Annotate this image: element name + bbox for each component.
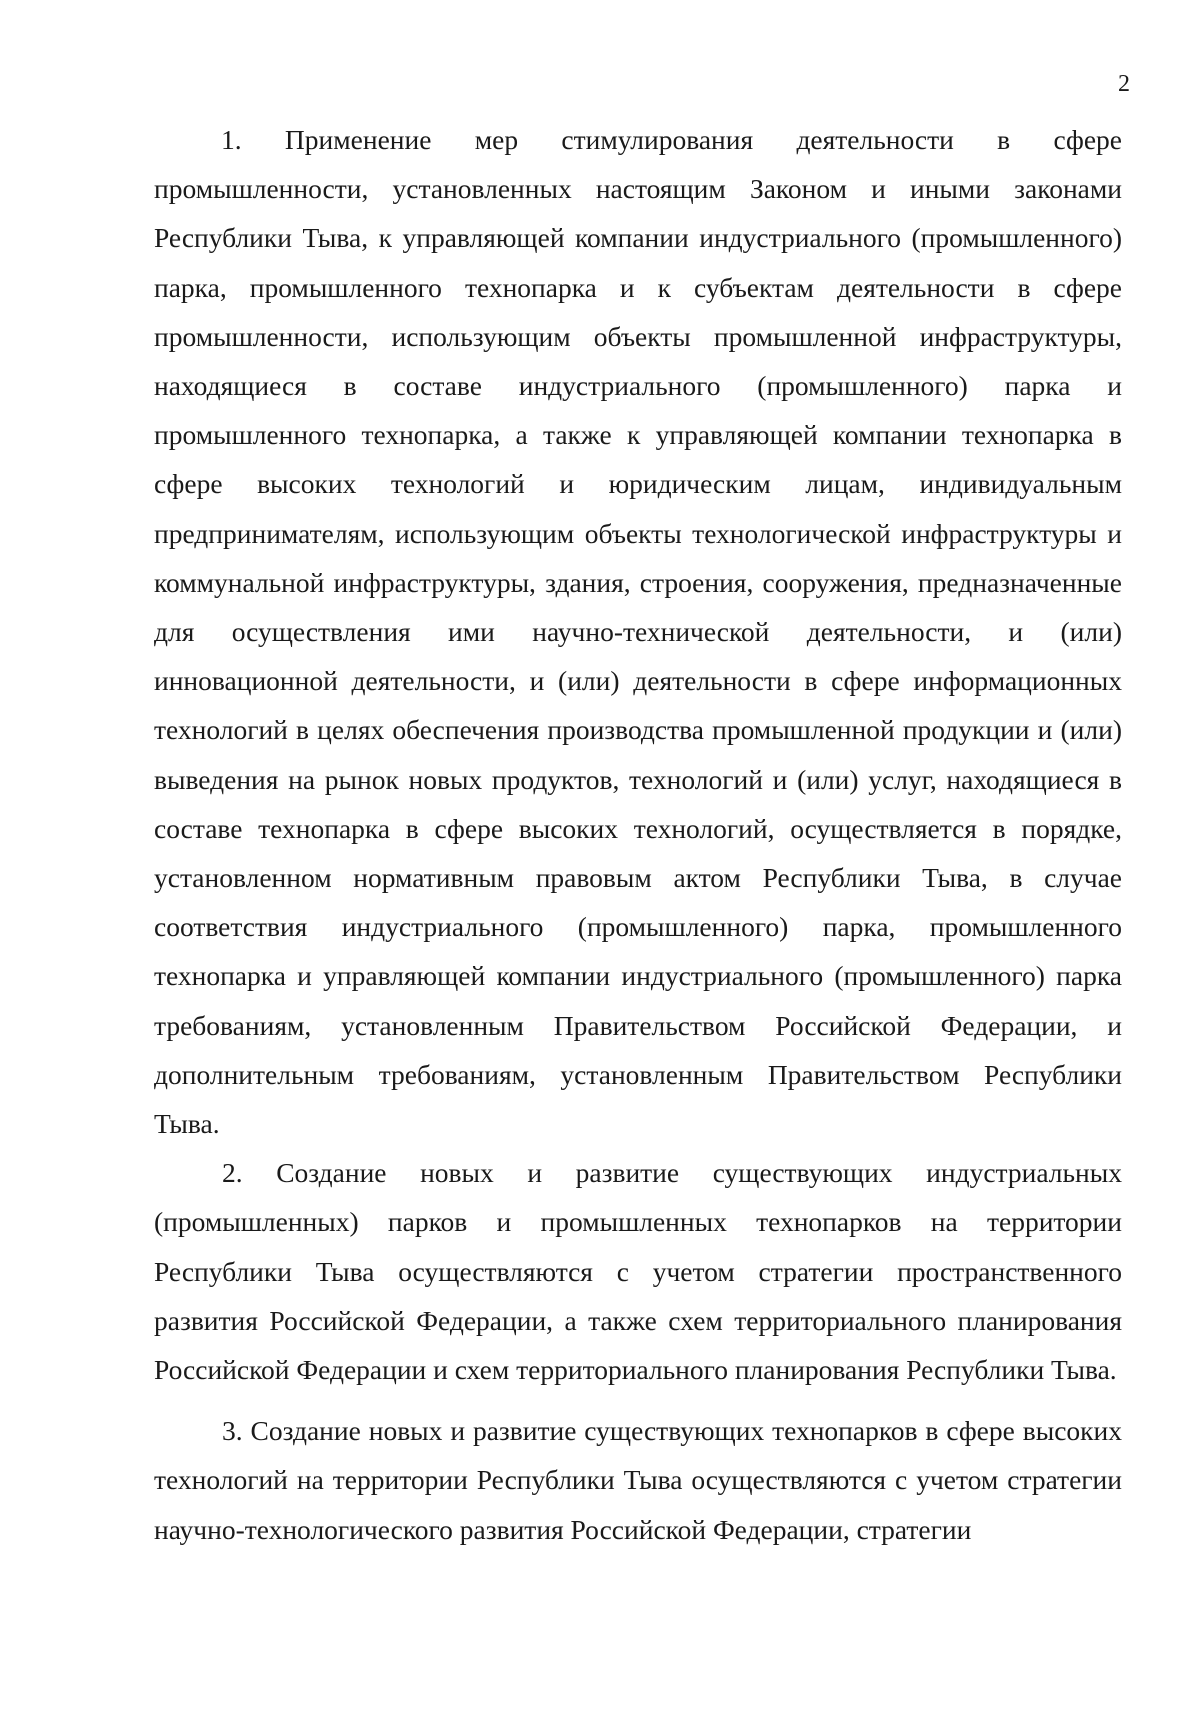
paragraph-3: 3. Создание новых и развитие существующих технопарков в сфере высоких технологий на территории Республики Тыва осуществляются с учетом стратегии научно-технологического развития Российской Федерации, стратегии [154, 1415, 1122, 1545]
document-body [154, 115, 1122, 1554]
paragraph-1: 1. Применение мер стимулирования деятельности в сфере промышленности, установленных настоящим Законом и иными законами Республики Тыва, к управляющей компании индустриального (промышленного) парка, промышленного технопарка и к субъектам деятельности в сфере промышленности, использующим объекты промышленной инфраструктуры, находящиеся в составе индустриального (промышленного) парка и промышленного технопарка, а также к управляющей компании технопарка в сфере высоких технологий и юридическим лицам, индивидуальным предпринимателям, использующим объекты технологической инфраструктуры и коммунальной инфраструктуры, здания, строения, сооружения, предназначенные для осуществления ими научно-технической деятельности, и (или) инновационной деятельности, и (или) деятельности в сфере информационных технологий в целях обеспечения производства промышленной продукции и (или) выведения на рынок новых продуктов, технологий и (или) услуг, находящиеся в составе технопарка в сфере высоких технологий, осуществляется в порядке, установленном нормативным правовым актом Республики Тыва, в случае соответствия индустриального (промышленного) парка, промышленного технопарка и управляющей компании индустриального (промышленного) парка требованиям, установленным Правительством Российской Федерации, и дополнительным требованиям, установленным Правительством Республики Тыва. [154, 124, 1122, 1140]
paragraph-2: 2. Создание новых и развитие существующих индустриальных (промышленных) парков и промышленных технопарков на территории Республики Тыва осуществляются с учетом стратегии пространственного развития Российской Федерации, а также схем территориального планирования Российской Федерации и схем территориального планирования Республики Тыва. [154, 1157, 1122, 1386]
page-number: 2 [1118, 71, 1130, 97]
